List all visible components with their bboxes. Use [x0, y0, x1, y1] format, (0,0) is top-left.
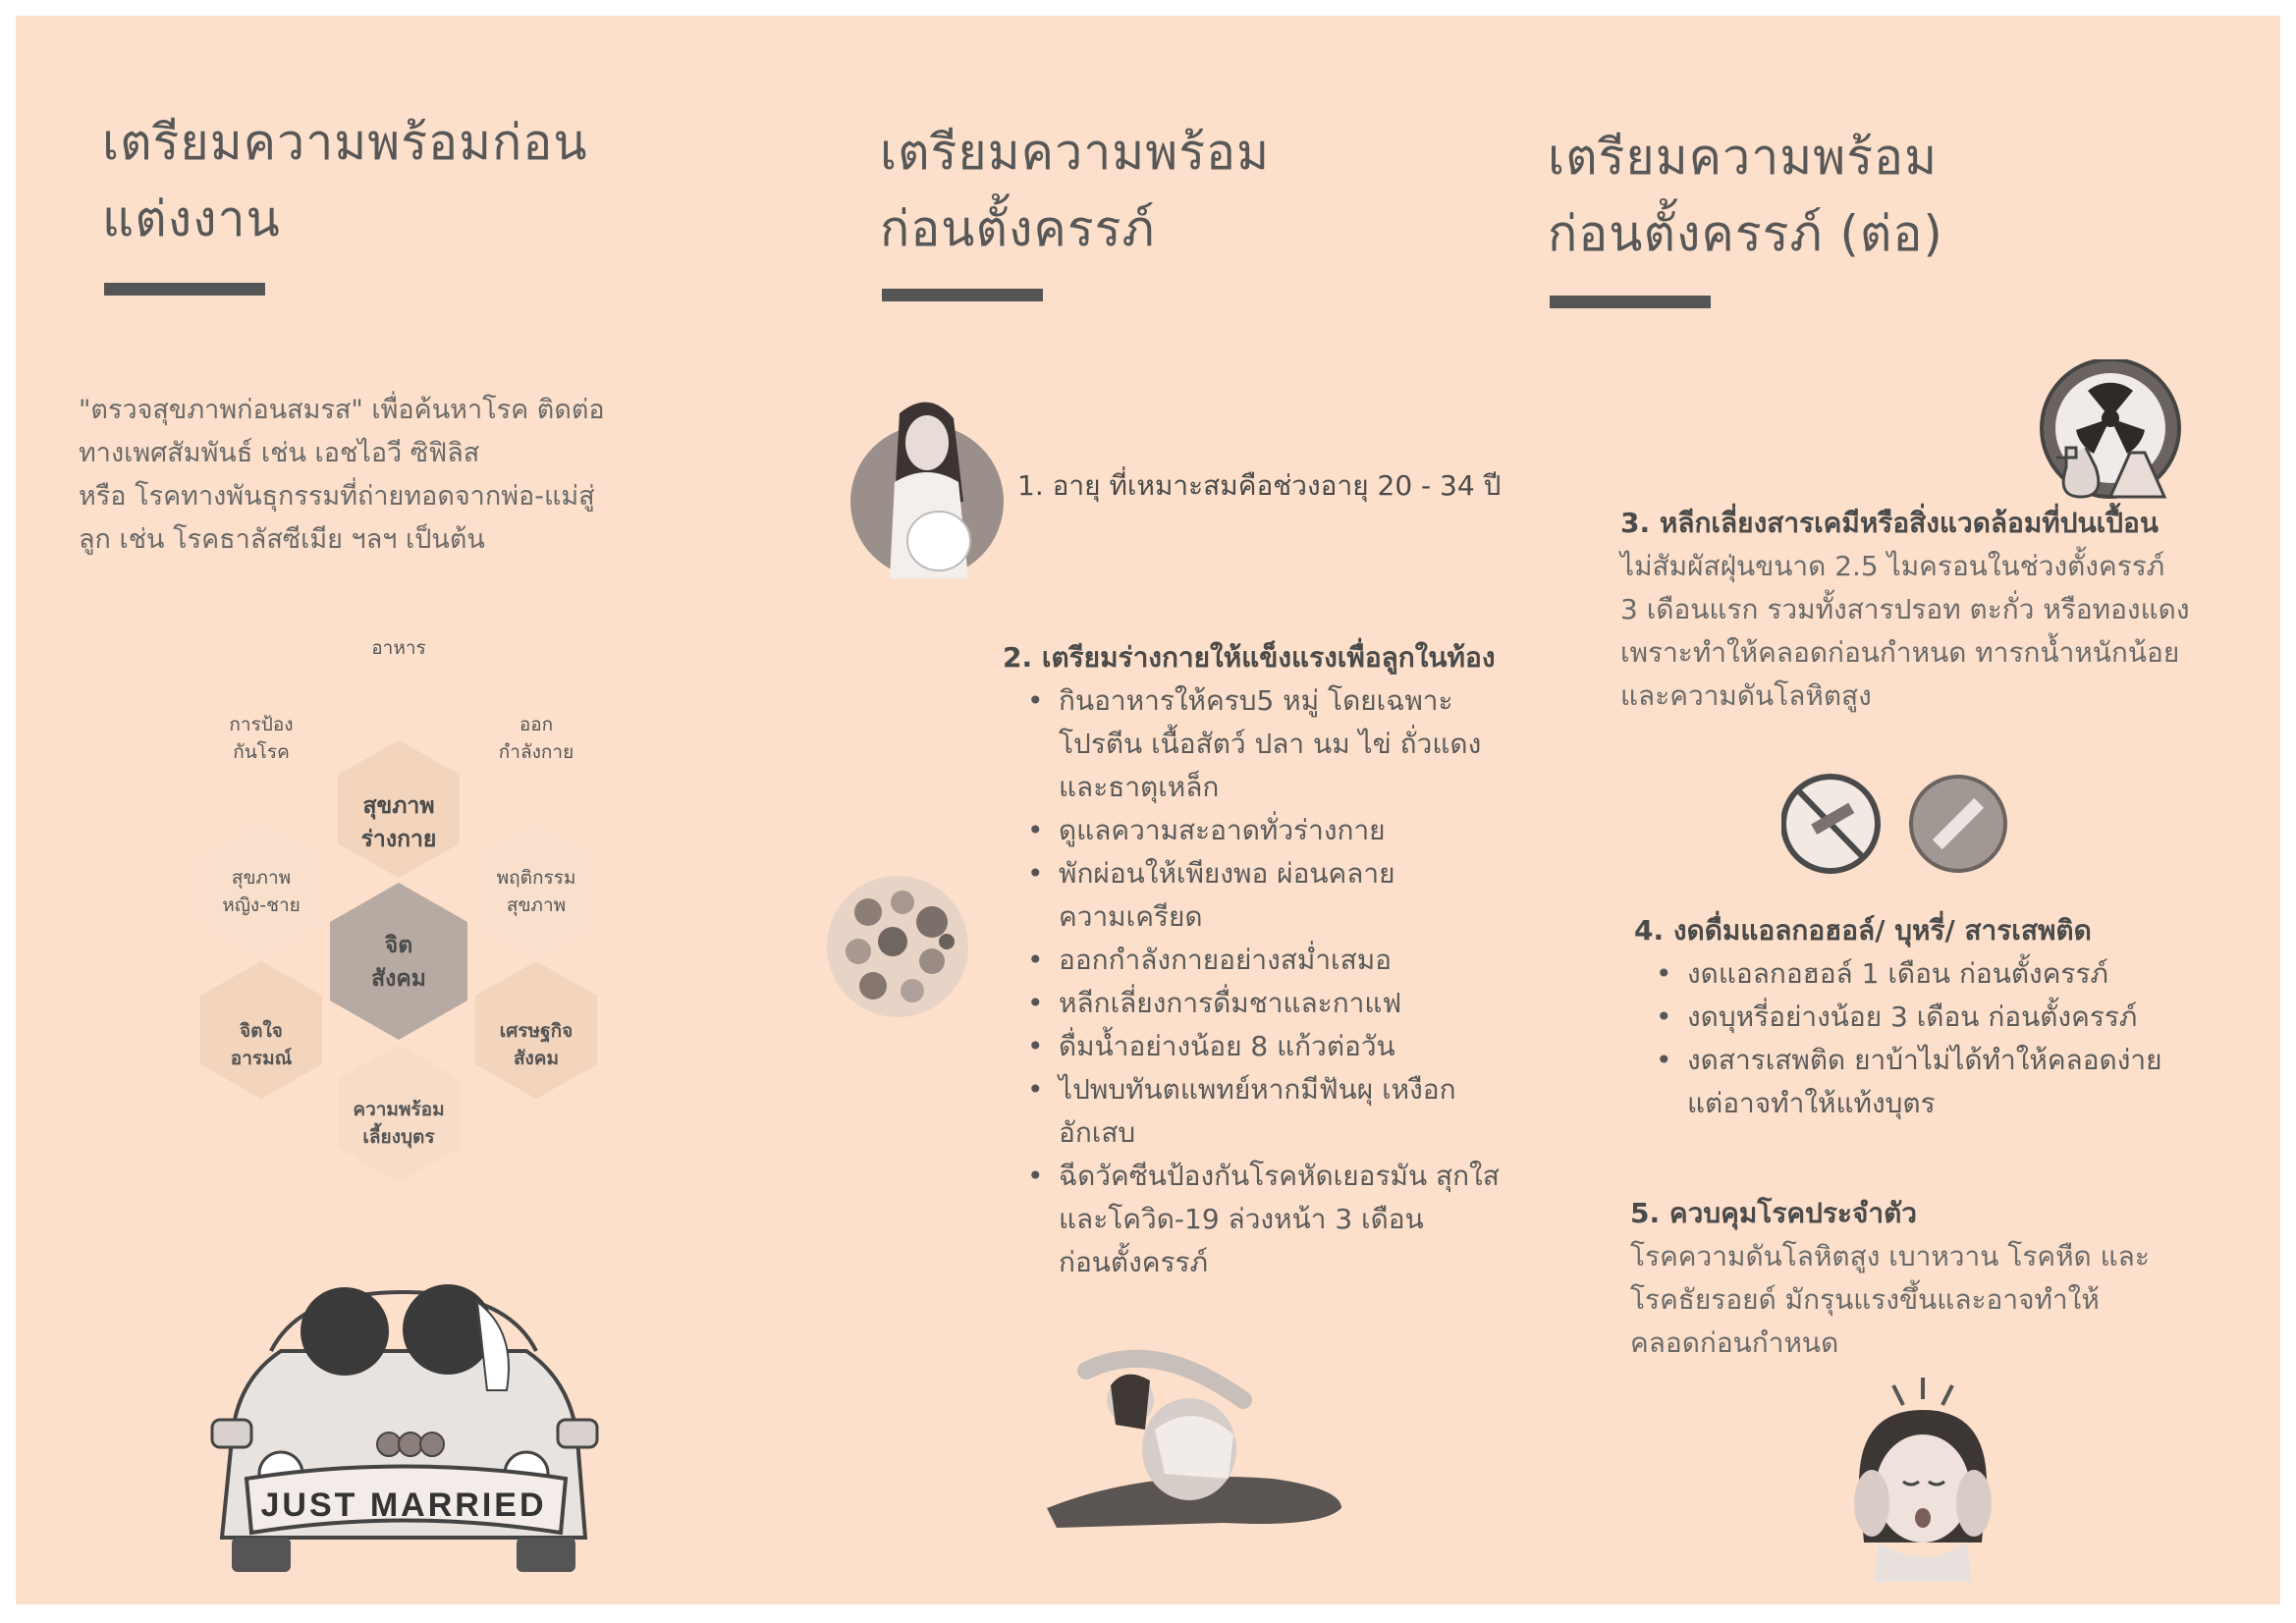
- item3-line: 3 เดือนแรก รวมทั้งสารปรอท ตะกั่ว หรือทองแดง: [1620, 593, 2190, 625]
- bullet-nutrition: [1017, 679, 1528, 809]
- label-health-behavior: [482, 864, 590, 919]
- car-icon: [192, 1272, 615, 1587]
- panel-prepregnancy: [792, 16, 1548, 1604]
- label-line: เศรษฐกิจ: [499, 1020, 574, 1042]
- label-line: หญิง-ชาย: [222, 894, 301, 916]
- no-smoking-icon: [1911, 777, 2005, 871]
- label-line: ร่างกาย: [360, 827, 437, 852]
- intro-line: "ตรวจสุขภาพก่อนสมรส" เพื่อค้นหาโรค ติดต่อ: [79, 395, 605, 425]
- label-line: ออก: [519, 714, 554, 735]
- bullet-line: กินอาหารให้ครบ5 หมู่ โดยเฉพาะ: [1059, 684, 1453, 717]
- item5-heading: 5. ควบคุมโรคประจำตัว: [1630, 1197, 1917, 1229]
- panel1-rule: [104, 283, 265, 296]
- bullet-no-smoking: [1646, 996, 2215, 1039]
- pregnant-woman-illustration: [841, 394, 1008, 580]
- panel-prepregnancy-continued: [1548, 16, 2280, 1604]
- bullet-line: และโควิด-19 ล่วงหน้า 3 เดือน: [1059, 1203, 1424, 1235]
- bullet-no-alcohol: [1646, 952, 2215, 996]
- yoga-icon: [1027, 1341, 1351, 1538]
- label-line: กันโรค: [233, 741, 290, 763]
- bullet-rest: [1017, 852, 1528, 939]
- item5-line: โรคธัยรอยด์ มักรุนแรงขึ้นและอาจทำให้: [1630, 1283, 2100, 1316]
- item3-line: ไม่สัมผัสฝุ่นขนาด 2.5 ไมครอนในช่วงตั้งครรภ์: [1620, 550, 2165, 582]
- panel3-title: [1548, 119, 1943, 272]
- panel3-rule: [1550, 296, 1711, 308]
- bullet-line: ก่อนตั้งครรภ์: [1059, 1246, 1209, 1278]
- panel1-title: [102, 104, 588, 257]
- item3-line: และความดันโลหิตสูง: [1620, 679, 1872, 712]
- item2-bullets: [1017, 679, 1528, 1284]
- bullet-line: งดสารเสพติด ยาบ้าไม่ได้ทำให้คลอดง่าย: [1687, 1044, 2162, 1076]
- yoga-woman-illustration: [1027, 1341, 1351, 1538]
- bullet-line: ดื่มน้ำอย่างน้อย 8 แก้วต่อวัน: [1059, 1030, 1395, 1062]
- panel2-title-line1: เตรียมความพร้อม: [880, 124, 1271, 181]
- wedding-car-illustration: [192, 1272, 615, 1587]
- bullet-line: งดแอลกอฮอล์ 1 เดือน ก่อนตั้งครรภ์: [1687, 957, 2108, 990]
- bullet-line: ออกกำลังกายอย่างสม่ำเสมอ: [1059, 944, 1392, 976]
- bullet-no-drugs: [1646, 1039, 2215, 1125]
- label-social-mind: [345, 929, 453, 996]
- label-line: เลี้ยงบุตร: [362, 1126, 435, 1148]
- bullet-vaccine: [1017, 1155, 1528, 1284]
- label-line: การป้อง: [229, 714, 294, 735]
- item4-heading: 4. งดดื่มแอลกอฮอล์/ บุหรี่/ สารเสพติด: [1634, 914, 2092, 947]
- bullet-line: อักเสบ: [1059, 1116, 1136, 1149]
- label-parenting: [345, 1096, 453, 1151]
- item5-line: คลอดก่อนกำหนด: [1630, 1326, 1839, 1359]
- item3-line: เพราะทำให้คลอดก่อนกำหนด ทารกน้ำหนักน้อย: [1620, 636, 2180, 669]
- car-plate-text: JUST MARRIED: [260, 1487, 547, 1524]
- bullet-line: ฉีดวัคซีนป้องกันโรคหัดเยอรมัน สุกใส: [1059, 1160, 1500, 1192]
- intro-line: ลูก เช่น โรคธาลัสซีเมีย ฯลฯ เป็นต้น: [79, 524, 485, 555]
- bullet-dentist: [1017, 1068, 1528, 1155]
- bullet-line: แต่อาจทำให้แท้งบุตร: [1687, 1087, 1936, 1119]
- bullet-line: ดูแลความสะอาดทั่วร่างกาย: [1059, 814, 1386, 846]
- item5-body: [1630, 1235, 2239, 1365]
- label-line: สังคม: [371, 966, 426, 992]
- no-syringe-icon: [1783, 777, 1878, 871]
- label-gender-health: [207, 864, 315, 919]
- stressed-woman-illustration: [1834, 1376, 2011, 1582]
- label-mental: [207, 1017, 315, 1072]
- bullet-line: หลีกเลี่ยงการดื่มชาและกาแฟ: [1059, 987, 1402, 1019]
- label-line: จิตใจ: [240, 1020, 283, 1042]
- label-line: จิต: [384, 933, 413, 958]
- panel3-title-line1: เตรียมความพร้อม: [1548, 129, 1939, 186]
- bullet-water: [1017, 1025, 1528, 1068]
- panel2-title: [880, 114, 1270, 267]
- hazard-chemical-illustration: [2037, 359, 2184, 507]
- label-line: อารมณ์: [230, 1048, 293, 1069]
- health-hexagon-diagram: [143, 605, 654, 1223]
- panel1-intro: [79, 389, 707, 562]
- label-economy: [482, 1017, 590, 1072]
- item5-line: โรคความดันโลหิตสูง เบาหวาน โรคหืด และ: [1630, 1240, 2150, 1272]
- label-line: สุขภาพ: [231, 867, 292, 889]
- panel1-title-line2: แต่งงาน: [102, 190, 281, 247]
- brochure-sheet: [16, 16, 2280, 1604]
- label-line: สุขภาพ: [362, 793, 435, 819]
- label-line: ความพร้อม: [353, 1099, 445, 1120]
- bullet-line: ความเครียด: [1059, 900, 1203, 933]
- panel2-title-line2: ก่อนตั้งครรภ์: [880, 200, 1156, 257]
- bullet-line: พักผ่อนให้เพียงพอ ผ่อนคลาย: [1059, 857, 1395, 890]
- label-food: อาหาร: [371, 637, 426, 659]
- headache-icon: [1834, 1376, 2011, 1582]
- item4-bullets: [1646, 952, 2215, 1125]
- panel-premarriage: [16, 16, 792, 1604]
- item1-age: 1. อายุ ที่เหมาะสมคือช่วงอายุ 20 - 34 ปี: [1017, 469, 1502, 502]
- label-line: กำลังกาย: [498, 741, 574, 763]
- bullet-line: และธาตุเหล็ก: [1059, 771, 1220, 803]
- prohibition-icons: [1781, 770, 2017, 878]
- item3-body: [1620, 545, 2249, 718]
- food-collage-illustration: [819, 868, 976, 1025]
- bullet-exercise: [1017, 939, 1528, 982]
- label-line: สุขภาพ: [506, 894, 567, 916]
- label-exercise: [482, 711, 590, 766]
- label-line: สังคม: [513, 1048, 560, 1069]
- bullet-hygiene: [1017, 809, 1528, 852]
- label-line: พฤติกรรม: [496, 867, 576, 889]
- bullet-line: งดบุหรี่อย่างน้อย 3 เดือน ก่อนตั้งครรภ์: [1687, 1001, 2138, 1033]
- food-icon: [819, 868, 976, 1025]
- radiation-icon: [2037, 359, 2184, 507]
- no-drugs-icons: [1781, 770, 2017, 878]
- item3-heading: 3. หลีกเลี่ยงสารเคมีหรือสิ่งแวดล้อมที่ปนเปื้อน: [1620, 507, 2159, 539]
- label-body-health: [345, 789, 453, 856]
- intro-line: หรือ โรคทางพันธุกรรมที่ถ่ายทอดจากพ่อ-แม่สู่: [79, 481, 595, 512]
- label-prevention: [207, 711, 315, 766]
- bullet-avoid-caffeine: [1017, 982, 1528, 1025]
- intro-line: ทางเพศสัมพันธ์ เช่น เอชไอวี ซิฟิลิส: [79, 438, 480, 468]
- panel1-title-line1: เตรียมความพร้อมก่อน: [102, 114, 588, 171]
- panel2-rule: [882, 289, 1043, 301]
- bullet-line: ไปพบทันตแพทย์หากมีฟันผุ เหงือก: [1059, 1073, 1456, 1106]
- bullet-line: โปรตีน เนื้อสัตว์ ปลา นม ไข่ ถั่วแดง: [1059, 728, 1482, 760]
- panel3-title-line2: ก่อนตั้งครรภ์ (ต่อ): [1548, 205, 1943, 262]
- item2-heading: 2. เตรียมร่างกายให้แข็งแรงเพื่อลูกในท้อง: [1003, 641, 1496, 674]
- pregnant-woman-icon: [841, 394, 1008, 580]
